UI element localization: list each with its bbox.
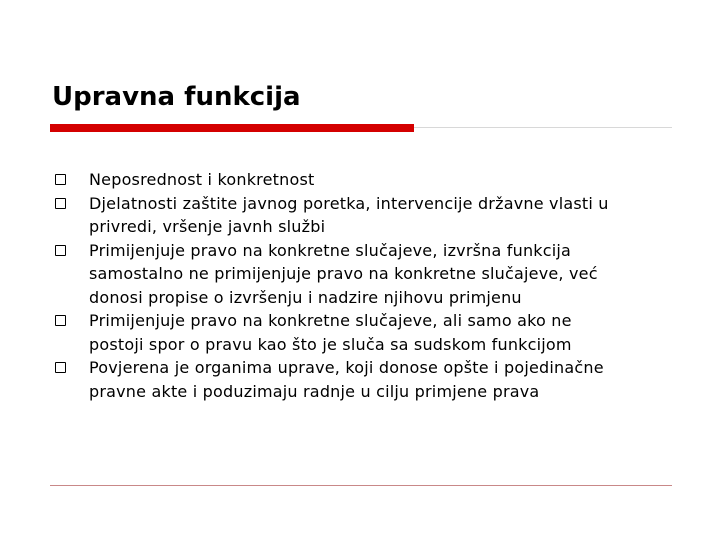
list-item <box>52 309 682 356</box>
bullet-text-line: postoji spor o pravu kao što je sluča sa sudskom funkcijom <box>89 334 572 354</box>
hollow-square-bullet-icon <box>55 174 66 185</box>
bullet-text-line: pravne akte i poduzimaju radnje u cilju primjene prava <box>89 381 540 401</box>
bullet-text-line: Povjerena je organima uprave, koji donose opšte i pojedinačne <box>89 358 604 377</box>
bullet-text-line: Primijenjuje pravo na konkretne slučajeve, izvršna funkcija <box>89 240 572 260</box>
bullet-text-line: Djelatnosti zaštite javnog poretka, intervencije državne vlasti u <box>89 193 609 213</box>
list-item <box>52 168 682 192</box>
bullet-text-line: Primijenjuje pravo na konkretne slučajeve, ali samo ako ne <box>89 311 572 330</box>
title-divider <box>414 127 672 128</box>
list-item <box>52 192 682 239</box>
page-title: Upravna funkcija <box>52 82 301 112</box>
bullet-text-line: Neposrednost i konkretnost <box>89 170 315 189</box>
hollow-square-bullet-icon <box>55 245 66 256</box>
bullet-text-line: samostalno ne primijenjuje pravo na konkretne slučajeve, već <box>89 264 598 283</box>
footer-divider <box>50 485 672 486</box>
list-item <box>52 239 682 310</box>
title-accent-bar <box>50 124 414 132</box>
hollow-square-bullet-icon <box>55 362 66 373</box>
bullet-list <box>52 168 682 403</box>
bullet-text-line: donosi propise o izvršenju i nadzire njihovu primjenu <box>89 287 522 307</box>
list-item <box>52 356 682 403</box>
hollow-square-bullet-icon <box>55 198 66 209</box>
hollow-square-bullet-icon <box>55 315 66 326</box>
bullet-text-line: privredi, vršenje javnh službi <box>89 217 326 236</box>
